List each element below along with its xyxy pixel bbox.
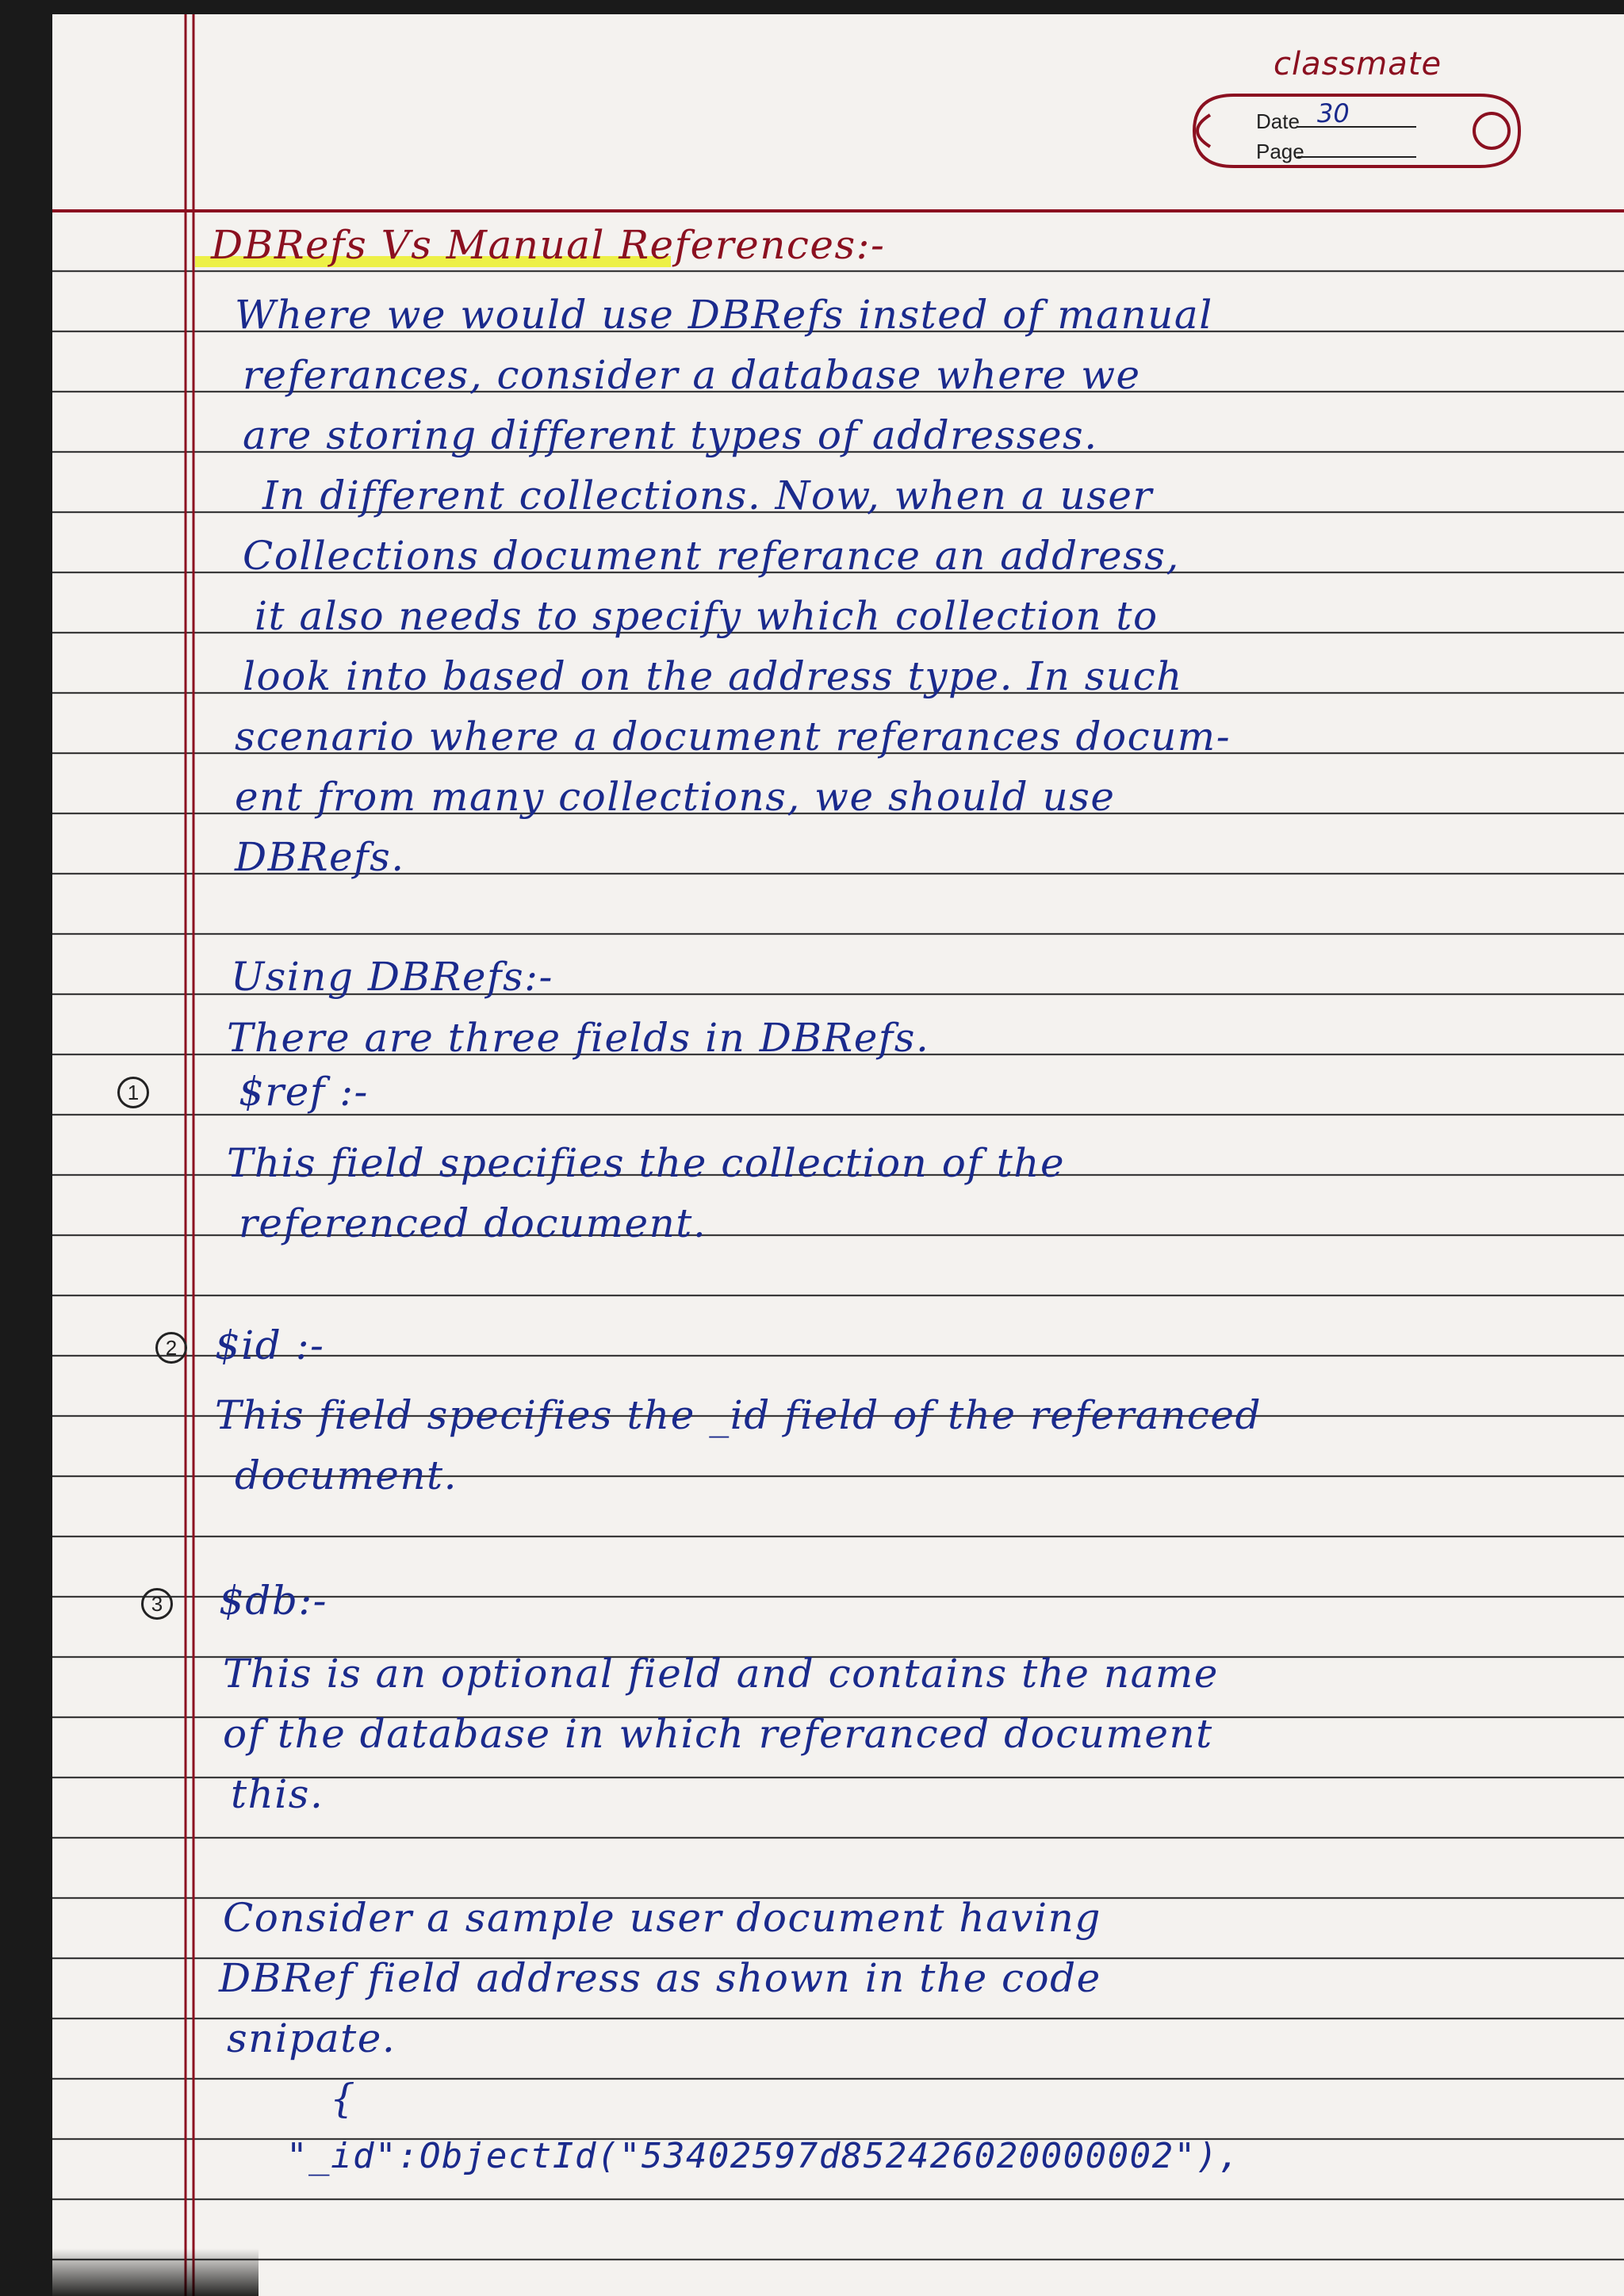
date-box-frame bbox=[1178, 87, 1527, 174]
date-value: 30 bbox=[1317, 98, 1350, 128]
field-description-line: This is an optional field and contains the name bbox=[223, 1651, 1219, 1697]
page-label: Page bbox=[1256, 140, 1304, 163]
field-name-db: $db:- bbox=[219, 1578, 328, 1624]
field-name-id: $id :- bbox=[215, 1322, 325, 1368]
notebook-page bbox=[52, 14, 1624, 2296]
sample-paragraph-line: DBRef field address as shown in the code bbox=[219, 1955, 1101, 2001]
paragraph-line: Collections document referance an address, bbox=[243, 533, 1180, 579]
page-corner-shadow bbox=[52, 2248, 259, 2296]
sample-paragraph-line: snipate. bbox=[227, 2015, 396, 2061]
section-title-using-dbrefs: Using DBRefs:- bbox=[231, 954, 553, 1000]
field-name-ref: $ref :- bbox=[239, 1069, 369, 1115]
field-number-badge: 1 bbox=[117, 1077, 149, 1108]
field-number-badge: 2 bbox=[155, 1332, 187, 1364]
field-description-line: This field specifies the collection of the bbox=[227, 1140, 1066, 1186]
paragraph-line: ent from many collections, we should use bbox=[235, 774, 1116, 820]
field-number-badge: 3 bbox=[141, 1588, 173, 1620]
sample-paragraph-line: Consider a sample user document having bbox=[223, 1895, 1101, 1941]
brand-logo: classmate bbox=[1274, 46, 1442, 82]
field-description-line: this. bbox=[231, 1771, 324, 1817]
field-description-line: This field specifies the _id field of the referanced bbox=[215, 1392, 1262, 1438]
paragraph-line: In different collections. Now, when a user bbox=[262, 473, 1153, 519]
paragraph-line: Where we would use DBRefs insted of manual bbox=[235, 292, 1213, 338]
code-open-brace: { bbox=[330, 2076, 357, 2122]
code-id-line: "_id":ObjectId("53402597d852426020000002"), bbox=[286, 2136, 1241, 2176]
field-description-line: document. bbox=[235, 1452, 458, 1498]
paragraph-line: look into based on the address type. In such bbox=[243, 653, 1183, 699]
paragraph-line: DBRefs. bbox=[235, 834, 405, 880]
section-title-dbrefs-vs-manual: DBRefs Vs Manual References:- bbox=[211, 222, 886, 268]
paragraph-line: it also needs to specify which collection to bbox=[255, 593, 1159, 639]
paragraph-line: are storing different types of addresses. bbox=[243, 412, 1098, 458]
date-label: Date bbox=[1256, 109, 1300, 133]
page-header bbox=[1178, 38, 1543, 173]
field-description-line: referenced document. bbox=[239, 1200, 707, 1246]
paragraph-line: scenario where a document referances docum- bbox=[235, 714, 1231, 760]
fields-intro: There are three fields in DBRefs. bbox=[227, 1015, 930, 1061]
paragraph-line: referances, consider a database where we bbox=[243, 352, 1141, 398]
field-description-line: of the database in which referanced document bbox=[223, 1711, 1213, 1757]
